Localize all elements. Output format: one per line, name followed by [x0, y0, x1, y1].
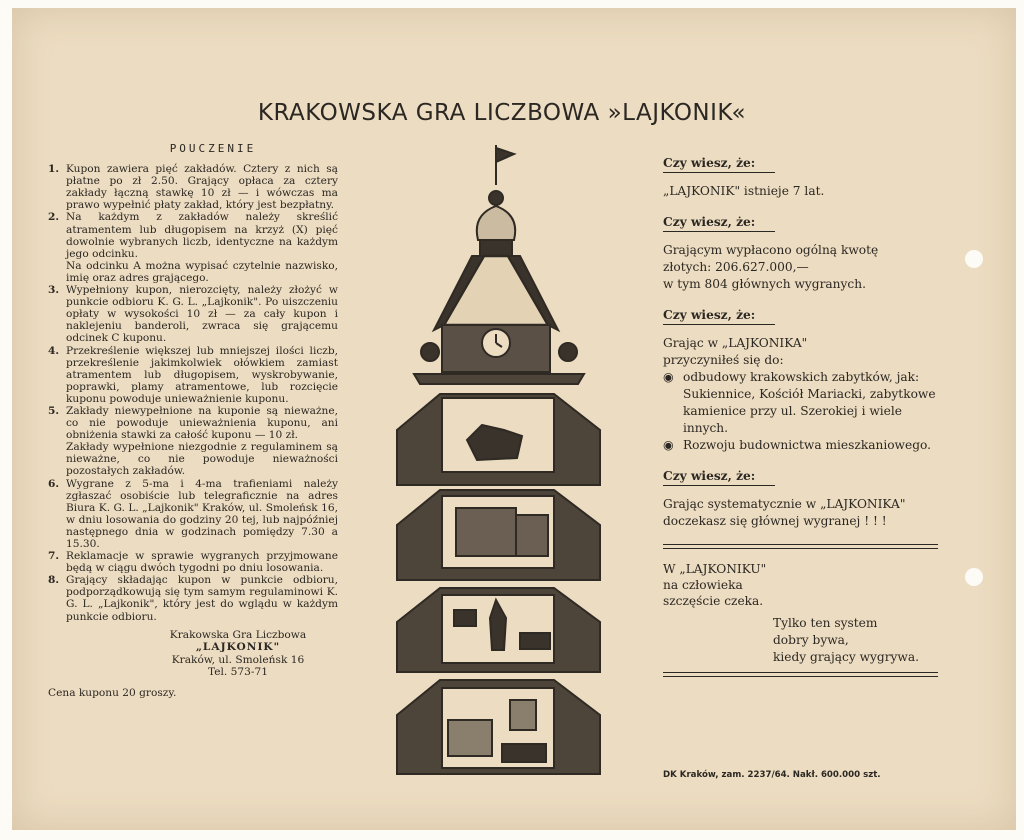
- rule-number: 4.: [48, 344, 60, 357]
- rule-text: [66, 574, 338, 622]
- motto-line: Tylko ten system: [773, 616, 878, 630]
- rule-paragraph: Grający składając kupon w punkcie odbioru, podporządkowują się tym samym regulaminowi K. G. L. „Lajkonik", który jest do wglądu w każdym punkcie odbioru.: [66, 574, 338, 623]
- rule-paragraph: Na odcinku A można wypisać czytelnie nazwisko, imię oraz adres grającego.: [66, 259, 338, 284]
- bullet-icon: ◉: [663, 370, 674, 384]
- rule-paragraph: Wygrane z 5-ma i 4-ma trafieniami należy zgłaszać osobiście lub telegraficznie na adres Biura K. G. L. „Lajkonik" Kraków, ul. Smoleńsk 16, w dniu losowania do godziny 20 tej, lub najpóźniej następnego dnia w godzinach pomiędzy 7.30 a 15.30.: [66, 477, 338, 550]
- fact-contribution-line: Grając w „LAJKONIKA": [663, 336, 808, 350]
- rule-item: [48, 405, 338, 478]
- fact-payout-line: złotych: 206.627.000,—: [663, 260, 809, 274]
- signature-line: „LAJKONIK": [195, 641, 281, 654]
- rule-paragraph: Przekreślenie większej lub mniejszej ilości liczb, przekreślenie jakimkolwiek ołówkiem zamiast atramentem lub długopisem, wyskrobywanie, poprawki, plamy atramentowe, lub rozcięcie kuponu powoduje unieważnienie kuponu.: [66, 344, 338, 405]
- rule-number: 6.: [48, 477, 60, 490]
- motto-line: dobry bywa,: [773, 633, 849, 647]
- rule-paragraph: Zakłady wypełnione niezgodnie z regulaminem są nieważne, co nie powoduje nieważności pozostałych zakładów.: [66, 441, 338, 478]
- rule-number: 5.: [48, 404, 60, 417]
- motto-block: [773, 615, 938, 666]
- fact-encouragement-line: doczekasz się głównej wygranej ! ! !: [663, 514, 887, 528]
- tower-dome: [477, 206, 515, 240]
- spire-ball: [489, 191, 503, 205]
- rule-item: [48, 478, 338, 551]
- rule-text: [66, 550, 338, 574]
- rule-item: [48, 345, 338, 405]
- apartment-building-icon: [456, 508, 516, 556]
- rule-item: [48, 284, 338, 344]
- fact-payout-line: Grającym wypłacono ogólną kwotę: [663, 243, 879, 257]
- tower-illustration: [392, 140, 607, 780]
- rule-text: [66, 345, 338, 405]
- rule-number: 8.: [48, 574, 60, 587]
- apartment-building-icon: [516, 515, 548, 556]
- slogan-block: [663, 561, 938, 609]
- punch-hole-top: [965, 250, 983, 268]
- car-icon: [520, 633, 550, 649]
- rule-text: [66, 163, 338, 211]
- fact-encouragement-line: Grając systematycznie w „LAJKONIKA": [663, 497, 906, 511]
- rule-number: 2.: [48, 211, 60, 224]
- right-orb: [559, 343, 577, 361]
- slogan-line: szczęście czeka.: [663, 594, 764, 608]
- contribution-bullet: [663, 437, 938, 454]
- signature-line: Tel. 573-71: [208, 666, 268, 679]
- rule-paragraph: Kupon zawiera pięć zakładów. Cztery z nich są płatne po zł 2.50. Grający opłaca za cztery zakłady łączną stawkę 10 zł — i wówczas ma prawo wypełnić płaty zakład, który jest bezpłatny.: [66, 163, 338, 212]
- tower-lantern: [480, 240, 512, 256]
- double-rule: [663, 672, 938, 677]
- rule-item: [48, 163, 338, 211]
- rule-text: [66, 211, 338, 284]
- question-heading: Czy wiesz, że:: [663, 468, 775, 486]
- signature-line: Kraków, ul. Smoleńsk 16: [171, 653, 305, 666]
- rule-number: 1.: [48, 163, 60, 176]
- page-title: KRAKOWSKA GRA LICZBOWA »LAJKONIK«: [257, 100, 747, 126]
- flag-icon: [496, 148, 514, 162]
- rule-paragraph: Reklamacje w sprawie wygranych przyjmowane będą w ciągu dwóch tygodni po dniu losowania.: [66, 550, 338, 575]
- motto-line: kiedy grający wygrywa.: [773, 650, 919, 664]
- fact-payout-line: w tym 804 głównych wygranych.: [663, 277, 866, 291]
- punch-hole-bottom: [965, 568, 983, 586]
- slogan-line: na człowieka: [663, 578, 743, 592]
- kitchen-icon: [448, 720, 492, 756]
- table-icon: [502, 744, 546, 762]
- fact-years: „LAJKONIK" istnieje 7 lat.: [663, 184, 825, 198]
- rule-text: [66, 405, 338, 478]
- rule-text: [66, 284, 338, 344]
- rule-item: [48, 574, 338, 622]
- left-orb: [421, 343, 439, 361]
- rule-paragraph: Na każdym z zakładów należy skreślić atramentem lub długopisem na krzyż (X) pięć dowolnie wybranych liczb, identyczne na każdym jego odcinku.: [66, 211, 338, 260]
- double-rule: [663, 544, 938, 549]
- coupon-price: Cena kuponu 20 groszy.: [48, 686, 177, 699]
- question-heading: Czy wiesz, że:: [663, 155, 775, 173]
- rule-number: 7.: [48, 550, 60, 563]
- rules-list: [48, 163, 338, 623]
- instructions-column: [48, 143, 338, 699]
- print-footer: DK Kraków, zam. 2237/64. Nakł. 600.000 szt.: [663, 770, 881, 780]
- rule-item: [48, 211, 338, 284]
- bullet-icon: ◉: [663, 438, 674, 452]
- bullet-text: odbudowy krakowskich zabytków, jak: Sukiennice, Kościół Mariacki, zabytkowe kamienice przy ul. Szerokiej i wiele innych.: [683, 370, 936, 435]
- rule-number: 3.: [48, 284, 60, 297]
- question-heading: Czy wiesz, że:: [663, 214, 775, 232]
- rule-paragraph: Wypełniony kupon, nierozcięty, należy złożyć w punkcie odbioru K. G. L. „Lajkonik". Po uiszczeniu opłaty w wysokości 10 zł — za cały kupon i naklejeniu banderoli, zwraca się grającemu odcinek C kuponu.: [66, 284, 338, 345]
- house-icon: [454, 610, 476, 626]
- fact-contribution-line: przyczyniłeś się do:: [663, 353, 784, 367]
- instructions-heading: POUCZENIE: [169, 142, 257, 155]
- signature-block: [158, 629, 318, 679]
- tower-cornice: [414, 374, 584, 384]
- question-heading: Czy wiesz, że:: [663, 307, 775, 325]
- rule-item: [48, 550, 338, 574]
- signature-line: Krakowska Gra Liczbowa: [169, 628, 307, 641]
- rule-text: [66, 478, 338, 551]
- bullet-text: Rozwoju budownictwa mieszkaniowego.: [683, 438, 931, 452]
- slogan-line: W „LAJKONIKU": [663, 562, 767, 576]
- window-icon: [510, 700, 536, 730]
- facts-column: [663, 155, 938, 677]
- contribution-bullet: [663, 369, 938, 437]
- rule-paragraph: Zakłady niewypełnione na kuponie są nieważne, co nie powoduje unieważnienia kuponu, ani obniżenia stawki za całość kuponu — 10 zł.: [66, 404, 338, 442]
